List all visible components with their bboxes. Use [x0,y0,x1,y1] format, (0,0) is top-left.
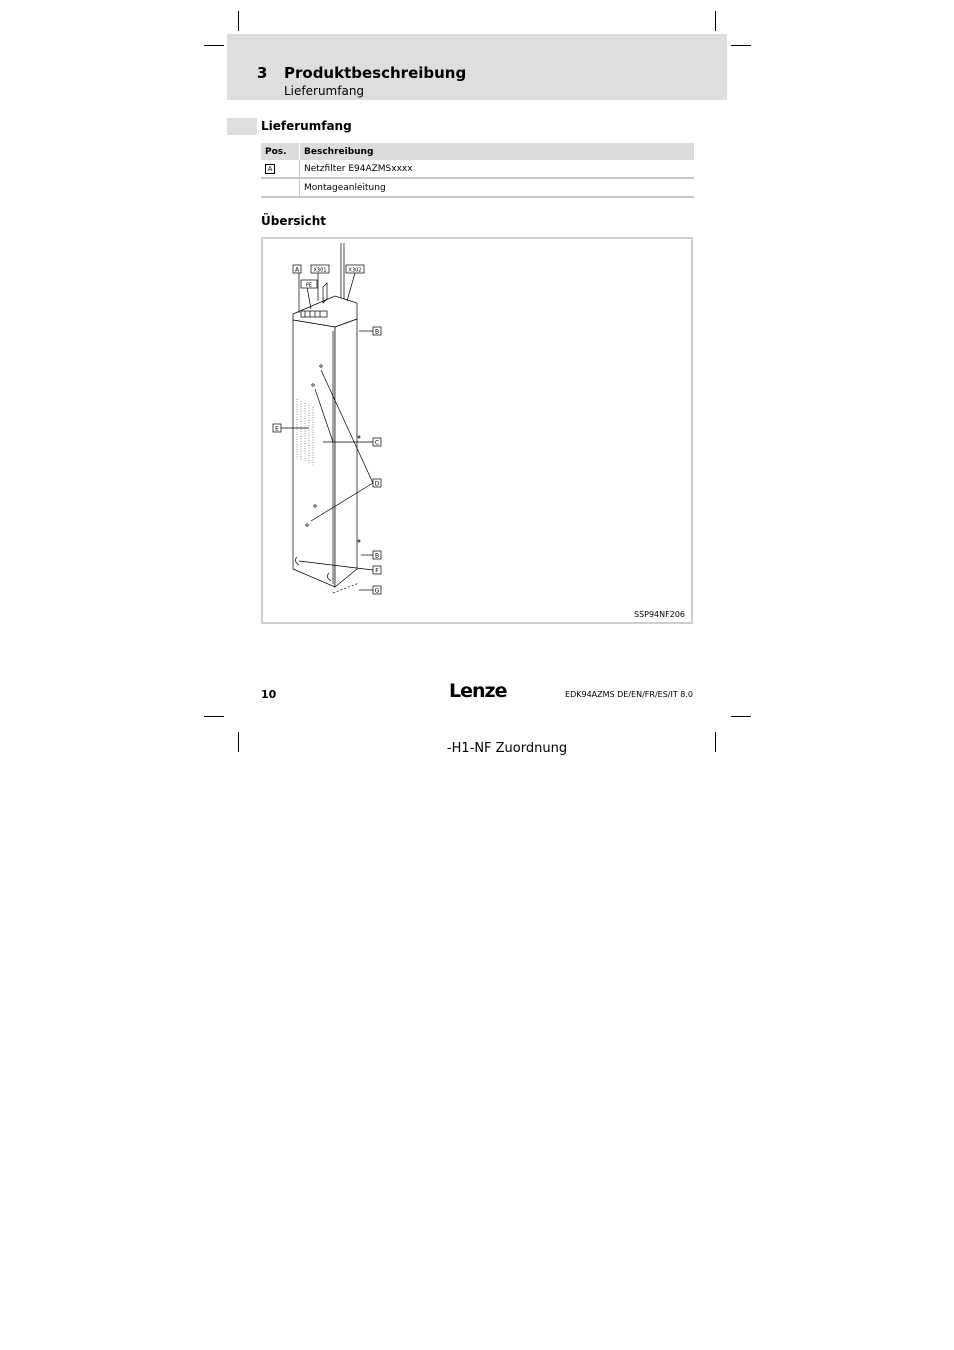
figure-label-x302: X302 [348,267,362,274]
crop-mark [204,716,224,717]
chapter-subtitle: Lieferumfang [284,84,365,98]
figure-label-b-top: B [374,328,380,336]
figure-label-x301: X301 [313,267,327,274]
figure-code: SSP94NF206 [633,610,685,619]
section-marker [227,118,257,135]
document-id: EDK94AZMS DE/EN/FR/ES/IT 8.0 [565,690,693,699]
chapter-title: Produktbeschreibung [284,64,467,82]
crop-mark [731,716,751,717]
table-cell-description: Montageanleitung [304,182,386,193]
figure-label-f: F [375,567,379,575]
chapter-number: 3 [257,64,268,82]
table-cell-pos [261,179,300,196]
figure-label-g: G [374,587,380,595]
page-caption: -H1-NF Zuordnung [446,741,568,756]
table-header-pos: Pos. [261,143,300,160]
table-header-row [261,143,694,160]
table-cell-description: Netzfilter E94AZMSxxxx [304,163,413,174]
table-cell-pos [261,160,300,177]
table-row [261,179,694,198]
crop-mark [731,45,751,46]
page-number: 10 [261,688,277,701]
figure-label-b-bottom: B [374,552,380,560]
figure-label-d: D [374,480,380,488]
crop-mark [204,45,224,46]
figure-label-pe: PE [305,282,313,289]
crop-mark [238,11,239,31]
figure-label-c: C [374,439,380,447]
delivery-table [261,143,694,198]
device-drawing [263,239,691,622]
section-title-overview: Übersicht [261,214,327,228]
table-header-description: Beschreibung [304,146,374,157]
crop-mark [715,11,716,31]
figure-label-e: E [275,425,279,433]
figure-label-a: A [294,266,300,274]
table-row [261,160,694,179]
lenze-logo: Lenze [449,680,507,702]
position-label-box: A [265,164,275,174]
section-title-delivery: Lieferumfang [261,119,352,133]
overview-figure [261,237,693,624]
